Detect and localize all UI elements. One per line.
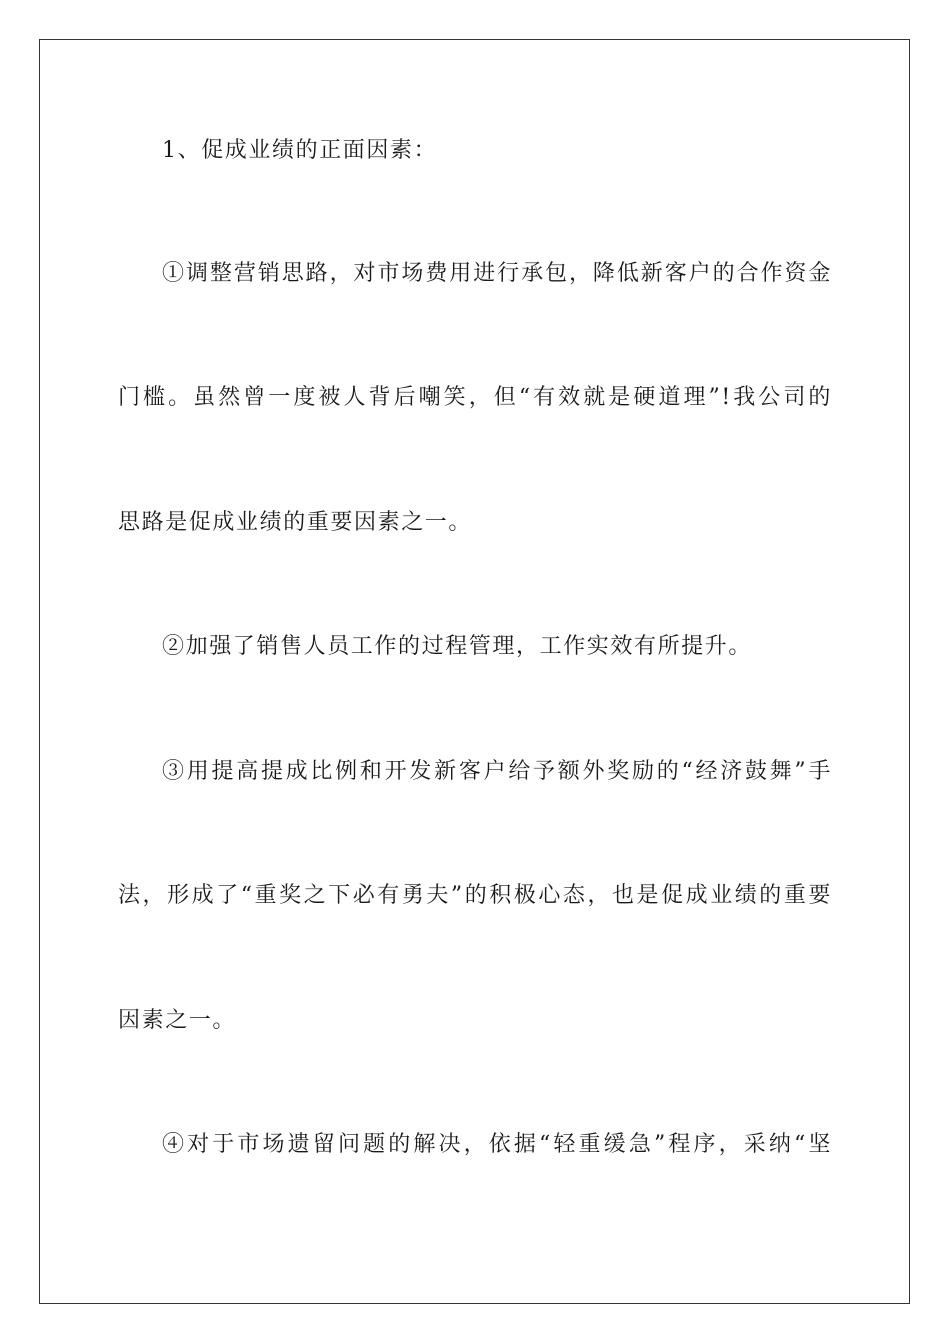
- page-border: [39, 39, 910, 1304]
- paragraph-line: ①调整营销思路，对市场费用进行承包，降低新客户的合作资金: [162, 261, 832, 286]
- paragraph-line: ③用提高提成比例和开发新客户给予额外奖励的“经济鼓舞”手: [162, 759, 832, 784]
- section-heading: 1、促成业绩的正面因素：: [162, 138, 438, 163]
- paragraph-line: 思路是促成业绩的重要因素之一。: [118, 510, 473, 535]
- paragraph-line: 法，形成了“重奖之下必有勇夫”的积极心态，也是促成业绩的重要: [118, 883, 832, 908]
- paragraph-line: 因素之一。: [118, 1008, 237, 1033]
- paragraph-line: ②加强了销售人员工作的过程管理，工作实效有所提升。: [162, 634, 753, 659]
- paragraph-line: ④对于市场遗留问题的解决，依据“轻重缓急”程序，采纳“坚: [162, 1132, 832, 1157]
- paragraph-line: 门槛。虽然曾一度被人背后嘲笑，但“有效就是硬道理”!我公司的: [118, 385, 832, 410]
